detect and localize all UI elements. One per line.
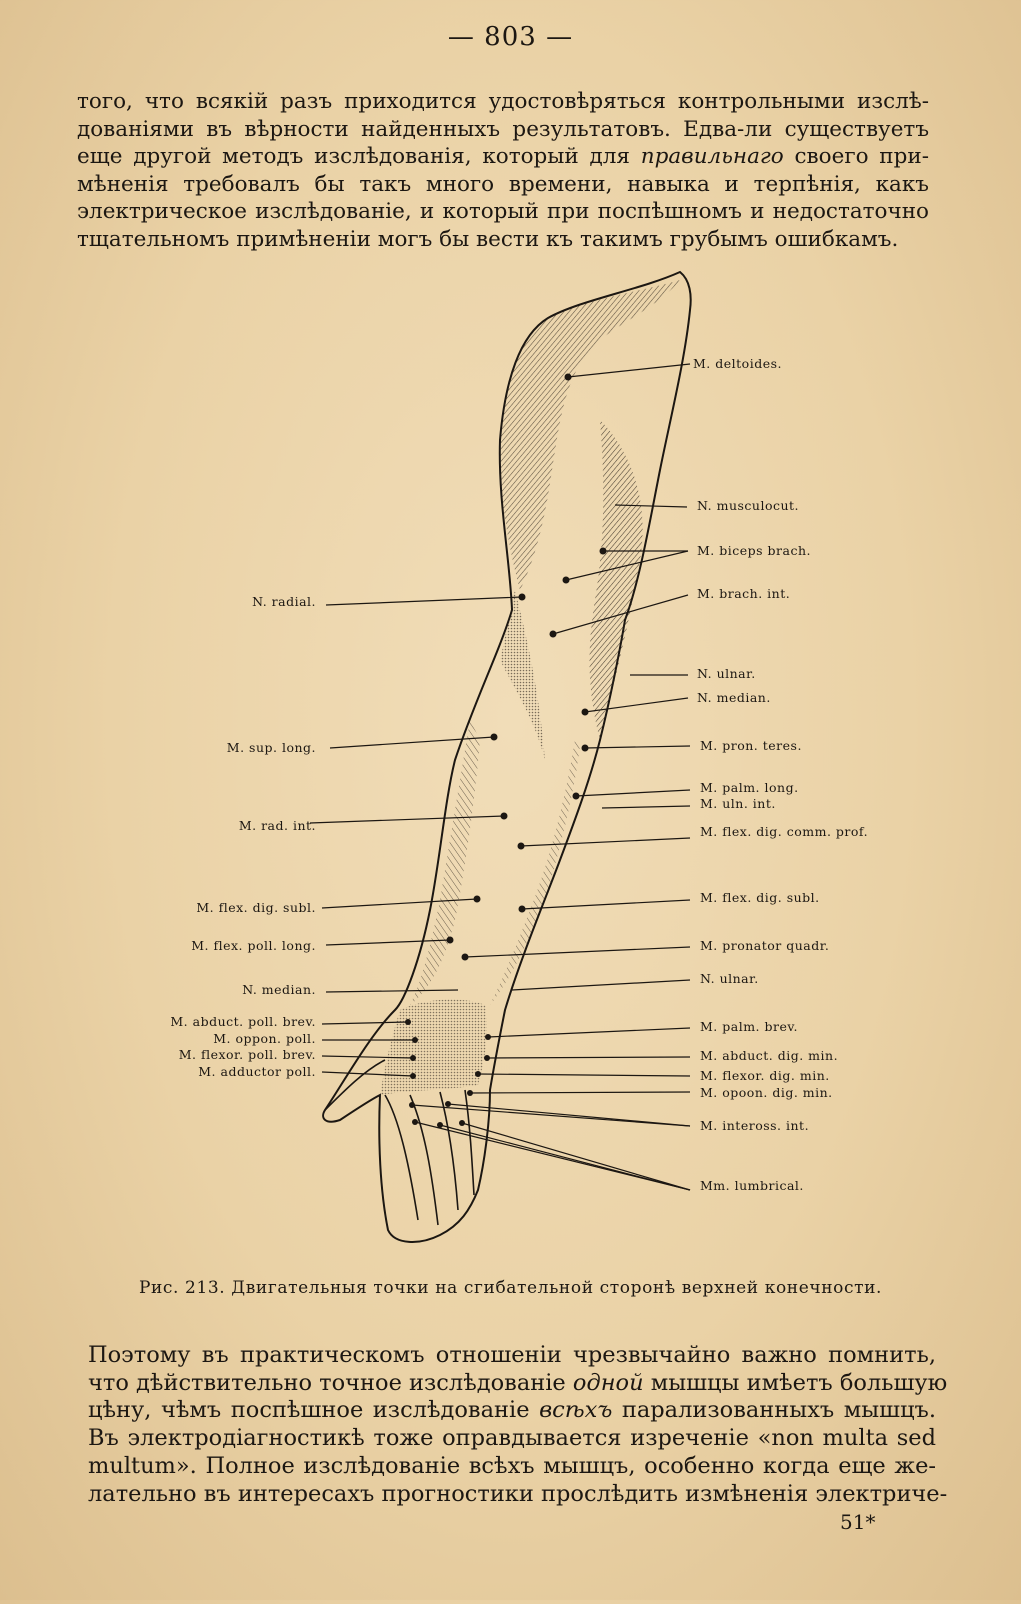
text-run: что дѣйствительно точное изслѣдованіе (88, 1369, 573, 1396)
bottom-paragraph (88, 1342, 948, 1508)
text-line: мѣненія требовалъ бы такъ много времени, навыка и терпѣнія, какъ (77, 171, 929, 197)
italic-word: одной (572, 1369, 644, 1396)
text-line: лательно въ интересахъ прогностики прослѣдить измѣненія электриче- (88, 1480, 948, 1507)
signature-mark: 51* (840, 1510, 876, 1534)
label-m-palm-long: M. palm. long. (700, 780, 799, 795)
italic-word: правильнаго (640, 144, 784, 169)
page-number: — 803 — (447, 22, 574, 52)
label-m-flex-poll-long: M. flex. poll. long. (191, 938, 316, 953)
label-m-flexor-poll-brev: M. flexor. poll. brev. (178, 1047, 316, 1062)
label-m-biceps-brach: M. biceps brach. (697, 543, 811, 558)
text-run: мышцы имѣетъ большую (643, 1369, 948, 1396)
text-line: тщательномъ примѣненіи могъ бы вести къ такимъ грубымъ ошибкамъ. (77, 226, 899, 252)
text-line: того, что всякій разъ приходится удостовѣряться контрольными изслѣ- (77, 89, 929, 114)
text-run: своего при- (783, 144, 929, 169)
label-m-abduct-dig-min: M. abduct. dig. min. (700, 1048, 839, 1063)
arm-shading (325, 280, 680, 1225)
label-mm-lumbrical: Mm. lumbrical. (700, 1178, 804, 1193)
label-n-median-lower: N. median. (242, 982, 316, 997)
text-line: Въ электродіагностикѣ тоже оправдывается изреченіе «non multa sed (88, 1425, 936, 1452)
figure-caption: Рис. 213. Двигательныя точки на сгибательной сторонѣ верхней конечности. (138, 1278, 883, 1298)
label-n-ulnar-lower: N. ulnar. (700, 971, 759, 986)
label-m-rad-int: M. rad. int. (238, 818, 316, 833)
text-line (88, 1397, 936, 1425)
label-m-pron-teres: M. pron. teres. (700, 738, 802, 753)
label-m-pronator-quadr: M. pronator quadr. (700, 938, 830, 953)
label-m-sup-long: M. sup. long. (226, 740, 316, 755)
text-run: цѣну, чѣмъ поспѣшное изслѣдованіе (88, 1397, 540, 1424)
text-line: дованіями въ вѣрности найденныхъ результатовъ. Едва-ли существуетъ (77, 116, 929, 142)
label-m-inteross-int: M. inteross. int. (700, 1118, 810, 1133)
label-m-flex-dig-subl-right: M. flex. dig. subl. (700, 890, 820, 905)
label-n-musculocut: N. musculocut. (697, 498, 800, 513)
italic-word: всѣхъ (539, 1397, 613, 1424)
label-n-ulnar-upper: N. ulnar. (697, 666, 756, 681)
label-m-uln-int: M. uln. int. (700, 796, 776, 811)
label-m-flex-dig-comm-prof: M. flex. dig. comm. prof. (700, 824, 869, 839)
text-line: Поэтому въ практическомъ отношеніи чрезвычайно важно помнить, (88, 1342, 936, 1368)
label-m-oppon-poll: M. oppon. poll. (213, 1031, 316, 1046)
label-n-median-upper: N. median. (697, 690, 771, 705)
label-m-opoon-dig-min: M. opoon. dig. min. (700, 1085, 833, 1100)
label-n-radial: N. radial. (252, 594, 316, 609)
text-run: еще другой методъ изслѣдованія, который для (77, 144, 641, 169)
label-m-brach-int: M. brach. int. (697, 586, 791, 601)
label-m-abduct-poll-brev: M. abduct. poll. brev. (170, 1014, 316, 1029)
text-line: электрическое изслѣдованіе, и который при поспѣшномъ и недостаточно (77, 199, 929, 224)
text-line (88, 1369, 948, 1398)
label-m-deltoides: M. deltoides. (693, 356, 782, 371)
label-m-palm-brev: M. palm. brev. (700, 1019, 798, 1034)
label-m-flexor-dig-min: M. flexor. dig. min. (700, 1068, 830, 1083)
text-line: multum». Полное изслѣдованіе всѣхъ мышцъ, особенно когда еще же- (88, 1452, 936, 1479)
label-m-adductor-poll: M. adductor poll. (198, 1064, 316, 1079)
label-m-flex-dig-subl-left: M. flex. dig. subl. (196, 900, 316, 915)
text-run: парализованныхъ мышцъ. (612, 1397, 937, 1424)
